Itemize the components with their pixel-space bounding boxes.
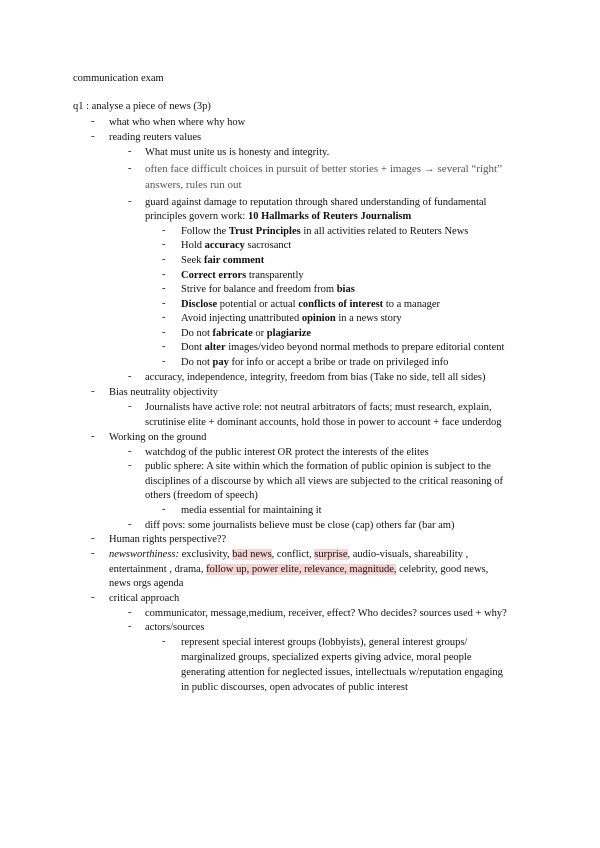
list-item: Human rights perspective?? <box>109 534 227 545</box>
list-item-continuation: in public discourses, open advocates of public interest <box>181 682 408 693</box>
bullet-dash: - <box>128 607 132 618</box>
list-item-continuation: answers, rules run out <box>145 179 242 191</box>
list-item: what who when where why how <box>109 117 246 128</box>
hallmark-item: Do not pay for info or accept a bribe or trade on privileged info <box>181 357 449 368</box>
bullet-dash: - <box>91 592 95 603</box>
hallmark-item: Dont alter images/video beyond normal methods to prepare editorial content <box>181 342 505 353</box>
bullet-dash: - <box>162 283 166 294</box>
bullet-dash: - <box>162 254 166 265</box>
list-item-continuation: principles govern work: 10 Hallmarks of Reuters Journalism <box>145 211 412 222</box>
list-item: represent special interest groups (lobbyists), general interest groups/ <box>181 637 468 648</box>
bullet-dash: - <box>128 401 132 412</box>
bullet-dash: - <box>128 371 132 382</box>
bullet-dash: - <box>128 519 132 530</box>
bullet-dash: - <box>128 460 132 471</box>
list-item: Bias neutrality objectivity <box>109 387 219 398</box>
hallmark-item: Strive for balance and freedom from bias <box>181 284 355 295</box>
list-item: watchdog of the public interest OR protect the interests of the elites <box>145 447 429 458</box>
list-item: actors/sources <box>145 622 205 633</box>
bullet-dash: - <box>162 341 166 352</box>
hallmark-item: Do not fabricate or plagiarize <box>181 328 312 339</box>
bullet-dash: - <box>128 446 132 457</box>
hallmark-item: Disclose potential or actual conflicts of interest to a manager <box>181 299 441 310</box>
bullet-dash: - <box>91 116 95 127</box>
bullet-dash: - <box>128 196 132 207</box>
list-item: media essential for maintaining it <box>181 505 322 516</box>
bullet-dash: - <box>162 239 166 250</box>
list-item-continuation: entertainment , drama, follow up, power elite, relevance, magnitude, celebrity, good news, <box>109 564 489 575</box>
hallmark-item: Seek fair comment <box>181 255 265 266</box>
list-item-continuation: disciplines of a discourse by which all views are subjected to the critical reasoning of <box>145 476 504 487</box>
bullet-dash: - <box>162 269 166 280</box>
list-item-continuation: generating attention for neglected issues, intellectuals w/reputation engaging <box>181 667 503 678</box>
bullet-dash: - <box>91 386 95 397</box>
list-item: diff povs: some journalists believe must be close (cap) others far (bar am) <box>145 520 455 531</box>
list-item: accuracy, independence, integrity, freedom from bias (Take no side, tell all sides) <box>145 372 486 383</box>
list-item: often face difficult choices in pursuit of better stories + images → several “right” <box>145 163 502 175</box>
bullet-dash: - <box>91 431 95 442</box>
hallmark-item: Avoid injecting unattributed opinion in a news story <box>181 313 402 324</box>
list-item: public sphere: A site within which the formation of public opinion is subject to the <box>145 461 491 472</box>
bullet-dash: - <box>128 621 132 632</box>
bullet-dash: - <box>162 327 166 338</box>
list-item-continuation: scrutinise elite + dominant accounts, hold those in power to account + face underdog <box>145 417 502 428</box>
bullet-dash: - <box>162 356 166 367</box>
bullet-dash: - <box>128 146 132 157</box>
list-item-newsworthiness: newsworthiness: exclusivity, bad news, conflict, surprise, audio-visuals, shareability , <box>109 549 469 560</box>
bullet-dash: - <box>91 533 95 544</box>
list-item: Journalists have active role: not neutral arbitrators of facts; must research, explain, <box>145 402 492 413</box>
list-item: What must unite us is honesty and integrity. <box>145 147 330 158</box>
bullet-dash: - <box>128 163 132 174</box>
list-item: guard against damage to reputation through shared understanding of fundamental <box>145 197 487 208</box>
list-item: reading reuters values <box>109 132 202 143</box>
list-item: critical approach <box>109 593 180 604</box>
bullet-dash: - <box>162 312 166 323</box>
list-item-continuation: marginalized groups, specialized experts giving advice, moral people <box>181 652 472 663</box>
bullet-dash: - <box>162 298 166 309</box>
hallmark-item: Correct errors transparently <box>181 270 304 281</box>
bullet-dash: - <box>162 636 166 647</box>
list-item: communicator, message,medium, receiver, effect? Who decides? sources used + why? <box>145 608 507 619</box>
bullet-dash: - <box>91 131 95 142</box>
list-item: Working on the ground <box>109 432 207 443</box>
hallmark-item: Hold accuracy sacrosanct <box>181 240 292 251</box>
page-title: communication exam <box>73 73 164 84</box>
bullet-dash: - <box>91 548 95 559</box>
list-item-continuation: news orgs agenda <box>109 578 184 589</box>
bullet-dash: - <box>162 225 166 236</box>
list-item-continuation: others (freedom of speech) <box>145 490 258 501</box>
question-heading: q1 : analyse a piece of news (3p) <box>73 101 211 112</box>
bullet-dash: - <box>162 504 166 515</box>
hallmark-item: Follow the Trust Principles in all activities related to Reuters News <box>181 226 469 237</box>
